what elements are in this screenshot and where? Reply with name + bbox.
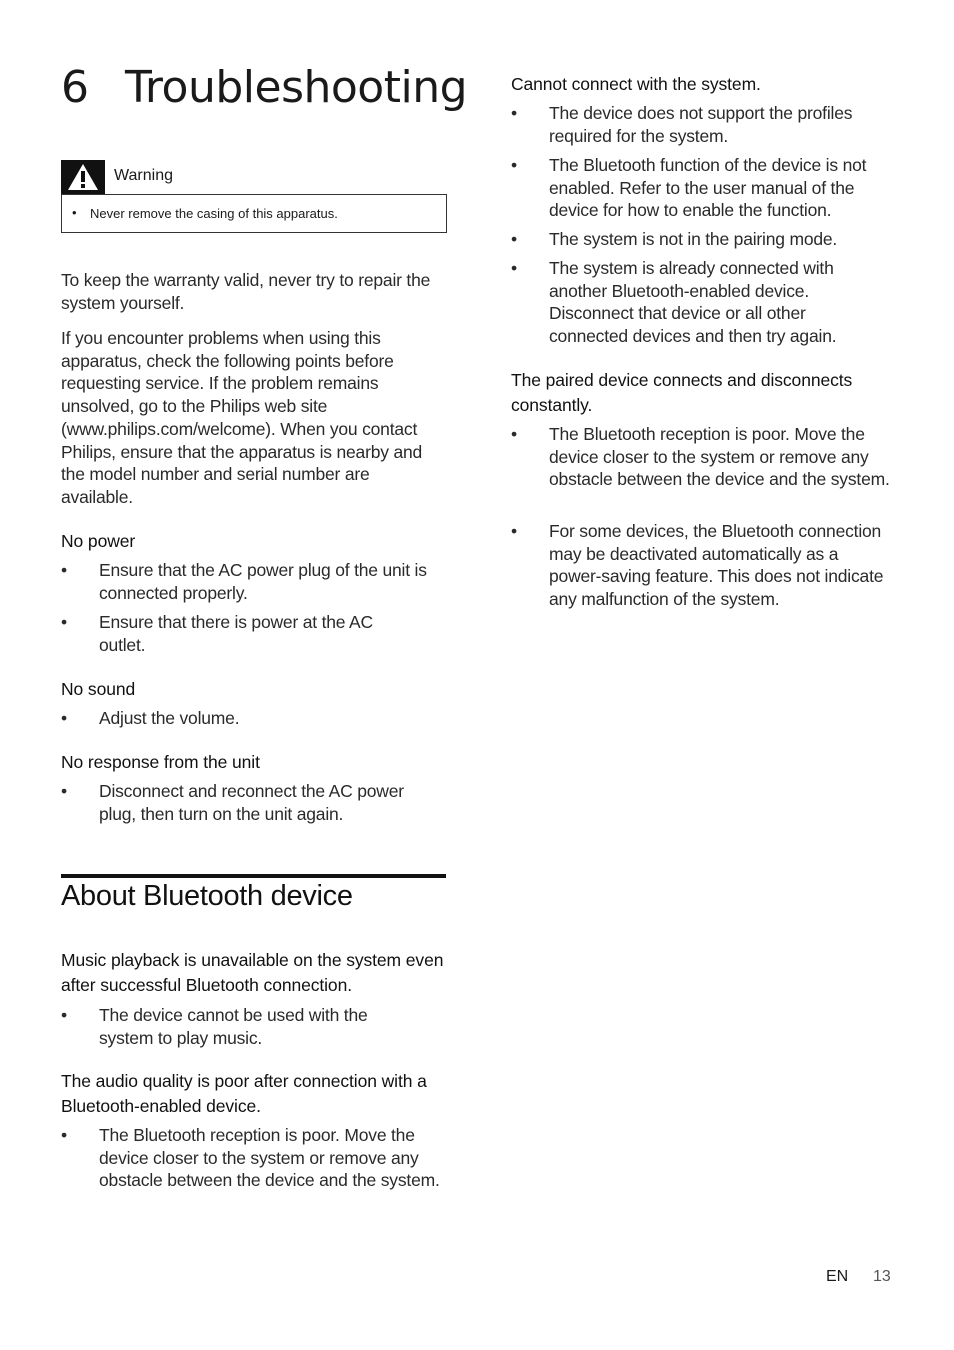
connect-heading: Cannot connect with the system. — [511, 74, 761, 94]
list-item-text: For some devices, the Bluetooth connection may be deactivated automatically as a power-saving feature. This does not indicate any malfunction of the system. — [549, 521, 884, 610]
bullet: • — [61, 560, 67, 580]
bullet: • — [72, 206, 77, 221]
paired-heading: The paired device connects and disconnects constantly. — [511, 370, 853, 415]
bullet: • — [61, 1125, 67, 1145]
bullet: • — [511, 258, 517, 278]
no-response-heading: No response from the unit — [61, 752, 260, 772]
list-item-text: The device does not support the profiles required for the system. — [549, 103, 853, 146]
bullet: • — [511, 155, 517, 175]
chapter-number: 6 — [61, 62, 89, 113]
chapter-title-text: Troubleshooting — [125, 62, 468, 113]
list-item-text: Disconnect and reconnect the AC power plug, then turn on the unit again. — [99, 781, 404, 824]
intro-paragraph-2: If you encounter problems when using this apparatus, check the following points before requesting service. If the problem remains unsolved, go to the Philips web site (www.philips.com/welcome). When you contact Philips, ensure that the apparatus is nearby and the model number and serial number are available. — [61, 328, 423, 507]
bullet: • — [61, 708, 67, 728]
chapter-title — [61, 62, 467, 113]
audio-heading: The audio quality is poor after connection with a Bluetooth-enabled device. — [61, 1071, 427, 1116]
list-item-text: The Bluetooth function of the device is not enabled. Refer to the user manual of the device for how to enable the function. — [549, 155, 867, 221]
intro-paragraph-1: To keep the warranty valid, never try to repair the system yourself. — [61, 270, 431, 313]
list-item-text: Adjust the volume. — [99, 708, 240, 728]
list-item-text: The Bluetooth reception is poor. Move the device closer to the system or remove any obstacle between the device and the system. — [549, 424, 890, 490]
warning-label: Warning — [114, 167, 173, 184]
list-item-text: Ensure that the AC power plug of the unit is connected properly. — [99, 560, 427, 603]
list-item-text: The system is not in the pairing mode. — [549, 229, 838, 249]
warning-text: Never remove the casing of this apparatus. — [90, 206, 338, 221]
list-item-text: Ensure that there is power at the AC outlet. — [99, 612, 373, 655]
bullet: • — [61, 612, 67, 632]
warning-box — [61, 194, 447, 233]
list-item-text: The Bluetooth reception is poor. Move the device closer to the system or remove any obstacle between the device and the system. — [99, 1125, 440, 1191]
no-sound-heading: No sound — [61, 679, 136, 699]
list-item-text: The system is already connected with another Bluetooth-enabled device. Disconnect that device or all other connected devices and then try again. — [549, 258, 837, 347]
list-item-text: The device cannot be used with the system to play music. — [99, 1005, 368, 1048]
bullet: • — [511, 229, 517, 249]
warning-header — [61, 160, 447, 194]
bullet: • — [511, 103, 517, 123]
bluetooth-section-title: About Bluetooth device — [61, 880, 353, 912]
music-heading: Music playback is unavailable on the system even after successful Bluetooth connection. — [61, 950, 444, 995]
bullet: • — [511, 424, 517, 444]
section-rule — [61, 874, 446, 878]
bullet: • — [61, 781, 67, 801]
no-power-heading: No power — [61, 531, 136, 551]
bullet: • — [61, 1005, 67, 1025]
page-number: 13 — [873, 1268, 891, 1285]
bullet: • — [511, 521, 517, 541]
warning-triangle-icon — [61, 160, 105, 194]
footer-language: EN — [826, 1268, 849, 1285]
